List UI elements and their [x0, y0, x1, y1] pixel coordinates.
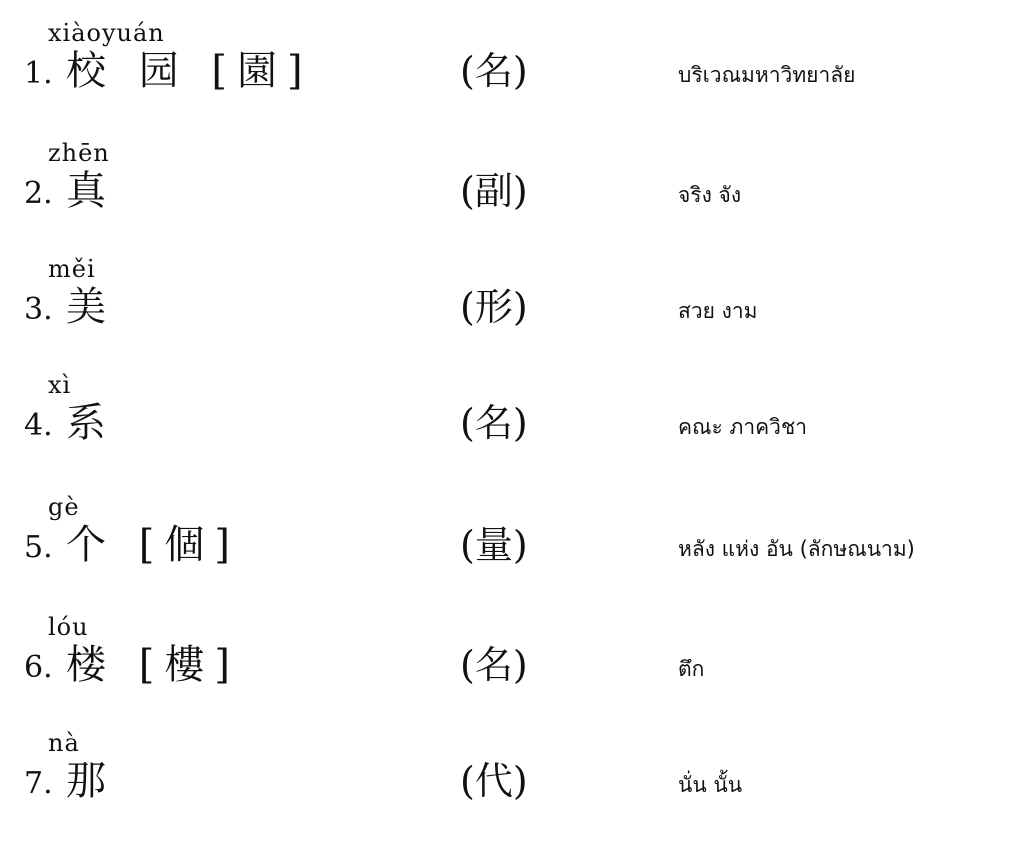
vocab-entry-7: [0, 728, 1024, 848]
vocab-entry-2: [0, 138, 1024, 258]
pinyin: xiàoyuán: [48, 19, 165, 47]
vocab-entry-1: [0, 18, 1024, 138]
vocab-entry-3: [0, 254, 1024, 374]
entry-number: 6.: [24, 650, 53, 685]
part-of-speech: (量): [460, 523, 528, 567]
pinyin: nà: [48, 729, 80, 757]
vocab-entry-4: [0, 370, 1024, 490]
entry-number: 2.: [24, 176, 53, 211]
thai-meaning: นั่น นั้น: [678, 773, 743, 797]
hanzi-word: 个 [個]: [66, 522, 240, 568]
pinyin: měi: [48, 255, 96, 283]
vocab-entry-6: [0, 612, 1024, 732]
thai-meaning: หลัง แห่ง อัน (ลักษณนาม): [678, 537, 915, 561]
hanzi-word: 真: [66, 168, 116, 214]
thai-meaning: สวย งาม: [678, 299, 758, 323]
pinyin: lóu: [48, 613, 89, 641]
pinyin: gè: [48, 493, 80, 521]
pinyin: zhēn: [48, 139, 110, 167]
entry-number: 3.: [24, 292, 53, 327]
hanzi-word: 那: [66, 758, 116, 804]
part-of-speech: (形): [460, 285, 528, 329]
entry-number: 5.: [24, 530, 53, 565]
hanzi-word: 系: [66, 400, 116, 446]
pinyin: xì: [48, 371, 72, 399]
part-of-speech: (名): [460, 643, 528, 687]
part-of-speech: (代): [460, 759, 528, 803]
hanzi-word: 校 园 [園]: [66, 48, 313, 94]
vocab-entry-5: [0, 492, 1024, 612]
entry-number: 7.: [24, 766, 53, 801]
part-of-speech: (名): [460, 401, 528, 445]
entry-number: 4.: [24, 408, 53, 443]
entry-number: 1.: [24, 56, 53, 91]
part-of-speech: (名): [460, 49, 528, 93]
thai-meaning: คณะ ภาควิชา: [678, 415, 808, 439]
thai-meaning: บริเวณมหาวิทยาลัย: [678, 63, 856, 87]
hanzi-word: 美: [66, 284, 116, 330]
hanzi-word: 楼 [樓]: [66, 642, 240, 688]
part-of-speech: (副): [460, 169, 528, 213]
thai-meaning: ตึก: [678, 657, 705, 681]
thai-meaning: จริง จัง: [678, 183, 742, 207]
